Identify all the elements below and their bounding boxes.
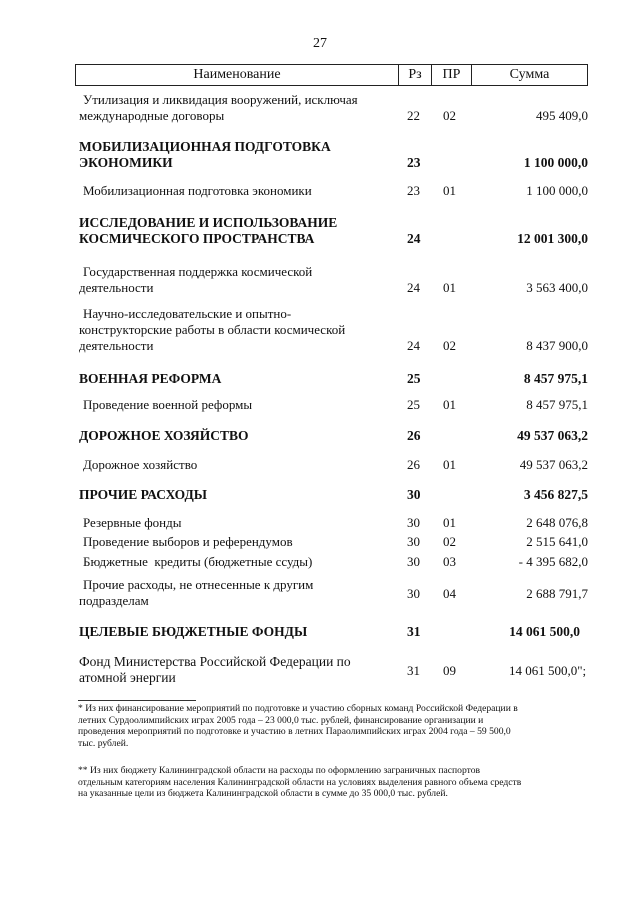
footnote-2 [78, 765, 598, 800]
row-sum: 8 437 900,0 [526, 338, 588, 353]
footnote-1 [78, 703, 598, 749]
row-name-line: международные договоры [79, 108, 225, 123]
row-pr: 09 [443, 663, 456, 678]
row-pr: 01 [443, 183, 456, 198]
table-row [79, 534, 588, 550]
row-sum: 8 457 975,1 [523, 371, 588, 386]
row-name-line: ИССЛЕДОВАНИЕ И ИСПОЛЬЗОВАНИЕ [79, 215, 338, 230]
row-rz: 24 [407, 338, 420, 353]
row-rz: 31 [407, 663, 420, 678]
row-name: ВОЕННАЯ РЕФОРМА [79, 371, 222, 386]
row-name-line: КОСМИЧЕСКОГО ПРОСТРАНСТВА [79, 231, 315, 246]
table-row [79, 306, 588, 354]
row-pr: 02 [443, 534, 456, 549]
row-name [79, 92, 383, 124]
header-name: Наименование [76, 65, 399, 85]
row-pr: 01 [443, 515, 456, 530]
row-sum: 8 457 975,1 [526, 397, 588, 412]
row-name-line: МОБИЛИЗАЦИОННАЯ ПОДГОТОВКА [79, 139, 331, 154]
row-sum: 495 409,0 [536, 108, 588, 123]
row-name: ЦЕЛЕВЫЕ БЮДЖЕТНЫЕ ФОНДЫ [79, 624, 308, 639]
row-sum: 2 648 076,8 [526, 515, 588, 530]
row-name-line: атомной энергии [79, 670, 176, 685]
row-sum: 14 061 500,0"; [509, 663, 587, 678]
row-name [79, 654, 379, 686]
row-rz: 25 [407, 397, 420, 412]
table-row-section [79, 428, 588, 444]
page-number: 27 [313, 36, 327, 51]
row-name-line: Прочие расходы, не отнесенные к другим [83, 577, 314, 592]
row-name-line: Научно-исследовательские и опытно- [83, 306, 292, 321]
table-row [79, 397, 588, 413]
row-name: Дорожное хозяйство [83, 457, 198, 472]
row-pr: 01 [443, 280, 456, 295]
footnote-line: * Из них финансирование мероприятий по подготовке и участию сборных команд Российской Федерации в [78, 703, 518, 714]
row-name: Мобилизационная подготовка экономики [83, 183, 312, 198]
table-row [79, 457, 588, 473]
row-name [79, 215, 379, 247]
row-name-line: деятельности [79, 338, 154, 353]
footnote-line: тыс. рублей. [78, 737, 129, 749]
row-rz: 24 [407, 280, 420, 295]
row-rz: 23 [407, 183, 420, 198]
row-pr: 04 [443, 586, 456, 601]
row-name [79, 577, 383, 609]
table-row [79, 183, 588, 199]
row-name: Проведение военной реформы [83, 397, 253, 412]
row-pr: 01 [443, 397, 456, 412]
row-rz: 30 [407, 515, 420, 530]
table-header [75, 64, 588, 86]
row-pr: 02 [443, 338, 456, 353]
row-name [79, 306, 383, 354]
footnote-line: летних Сурдоолимпийских играх 2005 года – 23 000,0 тыс. рублей, финансирование организации и [78, 714, 484, 726]
row-sum: 49 537 063,2 [517, 428, 588, 443]
row-pr: 03 [443, 554, 456, 569]
table-row-section [79, 371, 588, 387]
table-row [79, 654, 588, 686]
row-sum: 2 515 641,0 [526, 534, 588, 549]
row-sum: 1 100 000,0 [523, 155, 588, 170]
footnote-divider [78, 700, 196, 701]
row-name: Проведение выборов и референдумов [83, 534, 293, 549]
row-sum: 1 100 000,0 [526, 183, 588, 198]
row-rz: 24 [407, 231, 421, 246]
table-row [79, 264, 588, 296]
header-rz: Рз [399, 65, 432, 85]
table-row [79, 515, 588, 531]
row-pr: 01 [443, 457, 456, 472]
row-rz: 30 [407, 554, 420, 569]
row-sum: 14 061 500,0 [509, 624, 580, 639]
table-row-section [79, 487, 588, 503]
row-sum: 12 001 300,0 [517, 231, 588, 246]
row-sum: 2 688 791,7 [526, 586, 588, 601]
row-name-line: ЭКОНОМИКИ [79, 155, 173, 170]
row-name-line: Государственная поддержка космической [83, 264, 313, 279]
row-rz: 25 [407, 371, 421, 386]
row-name [79, 139, 379, 171]
footnote-line: на указанные цели из бюджета Калининградской области в сумме до 35 000,0 тыс. рублей. [78, 788, 448, 799]
row-name-line: подразделам [79, 593, 149, 608]
row-rz: 23 [407, 155, 421, 170]
row-name: ПРОЧИЕ РАСХОДЫ [79, 487, 208, 502]
table-row [79, 554, 588, 570]
row-name: Резервные фонды [83, 515, 182, 530]
table-row [79, 92, 588, 124]
table-row-section [79, 215, 588, 247]
row-name [79, 264, 383, 296]
row-sum: 3 563 400,0 [526, 280, 588, 295]
row-rz: 22 [407, 108, 420, 123]
table-row-section [79, 624, 588, 640]
row-sum: 3 456 827,5 [523, 487, 588, 502]
footnote-line: проведения мероприятий по подготовке и участию в летних Параолимпийских играх 2004 года – 59 500,0 [78, 726, 511, 737]
row-name-line: Фонд Министерства Российской Федерации по [79, 654, 351, 669]
row-rz: 31 [407, 624, 421, 639]
header-sum: Сумма [509, 67, 550, 82]
row-rz: 26 [407, 457, 420, 472]
row-name-line: конструкторские работы в области космической [79, 322, 346, 337]
row-name-line: Утилизация и ликвидация вооружений, исключая [83, 92, 358, 107]
row-name-line: деятельности [79, 280, 154, 295]
row-rz: 30 [407, 586, 420, 601]
row-rz: 30 [407, 534, 420, 549]
header-pr: ПР [432, 65, 472, 85]
row-rz: 26 [407, 428, 421, 443]
row-sum: 49 537 063,2 [519, 457, 588, 472]
footnote-line: отдельным категориям населения Калининградской области на условиях выделения равного объема средств [78, 776, 522, 788]
row-name: Бюджетные кредиты (бюджетные ссуды) [83, 554, 313, 569]
row-pr: 02 [443, 108, 456, 123]
table-row [79, 577, 588, 609]
table-row-section [79, 139, 588, 171]
row-sum: - 4 395 682,0 [518, 554, 588, 569]
footnote-line: ** Из них бюджету Калининградской области на расходы по оформлению заграничных паспортов [78, 765, 481, 776]
row-rz: 30 [407, 487, 421, 502]
row-name: ДОРОЖНОЕ ХОЗЯЙСТВО [79, 428, 249, 443]
